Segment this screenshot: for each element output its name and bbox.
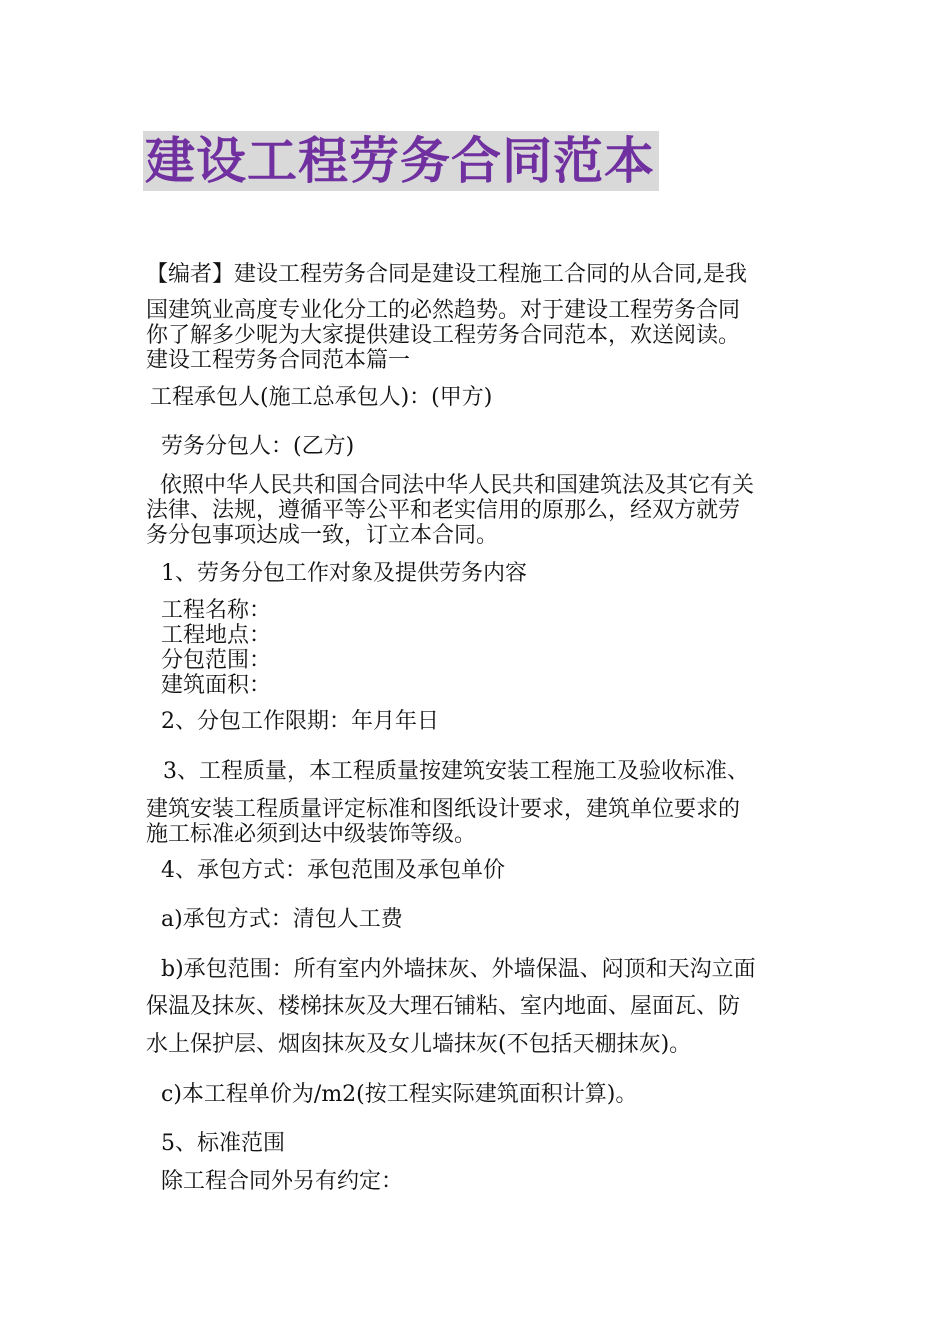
paragraph-line: 水上保护层、烟囱抹灰及女儿墙抹灰(不包括天棚抹灰)。: [146, 1032, 692, 1057]
paragraph-line: 【编者】建设工程劳务合同是建设工程施工合同的从合同,是我: [146, 262, 747, 287]
clause-heading: 3、工程质量，本工程质量按建筑安装工程施工及验收标准、: [163, 759, 749, 784]
clause-heading: 2、分包工作限期：年月年日: [161, 709, 439, 734]
sub-item-a: a)承包方式：清包人工费: [161, 907, 403, 932]
field-project-location: 工程地点：: [161, 623, 272, 648]
document-title: 建设工程劳务合同范本: [145, 132, 655, 190]
paragraph-line: 依照中华人民共和国合同法中华人民共和国建筑法及其它有关: [160, 473, 755, 498]
clause-heading: 1、劳务分包工作对象及提供劳务内容: [161, 561, 527, 586]
paragraph-line: 除工程合同外另有约定：: [161, 1169, 404, 1194]
paragraph-line: 你了解多少呢为大家提供建设工程劳务合同范本，欢送阅读。: [146, 323, 741, 348]
paragraph-line: 法律、法规，遵循平等公平和老实信用的原那么，经双方就劳: [146, 498, 741, 523]
clause-heading: 4、承包方式：承包范围及承包单价: [161, 858, 505, 883]
sub-item-b: b)承包范围：所有室内外墙抹灰、外墙保温、闷顶和天沟立面: [161, 957, 756, 982]
party-b-line: 劳务分包人：(乙方): [161, 434, 355, 459]
party-a-line: 工程承包人(施工总承包人)：(甲方): [150, 385, 493, 410]
section-heading: 建设工程劳务合同范本篇一: [146, 348, 411, 373]
title-highlight: [143, 131, 659, 191]
paragraph-line: 施工标准必须到达中级装饰等级。: [146, 822, 477, 847]
paragraph-line: 保温及抹灰、楼梯抹灰及大理石铺粘、室内地面、屋面瓦、防: [146, 994, 741, 1019]
paragraph-line: 建筑安装工程质量评定标准和图纸设计要求，建筑单位要求的: [146, 797, 741, 822]
field-project-name: 工程名称：: [161, 598, 272, 623]
paragraph-line: 务分包事项达成一致，订立本合同。: [146, 523, 499, 548]
field-subcontract-scope: 分包范围：: [161, 648, 272, 673]
paragraph-line: 国建筑业高度专业化分工的必然趋势。对于建设工程劳务合同: [146, 298, 741, 323]
clause-heading: 5、标准范围: [161, 1131, 285, 1156]
field-building-area: 建筑面积：: [161, 673, 272, 698]
sub-item-c: c)本工程单价为/m2(按工程实际建筑面积计算)。: [161, 1082, 638, 1107]
